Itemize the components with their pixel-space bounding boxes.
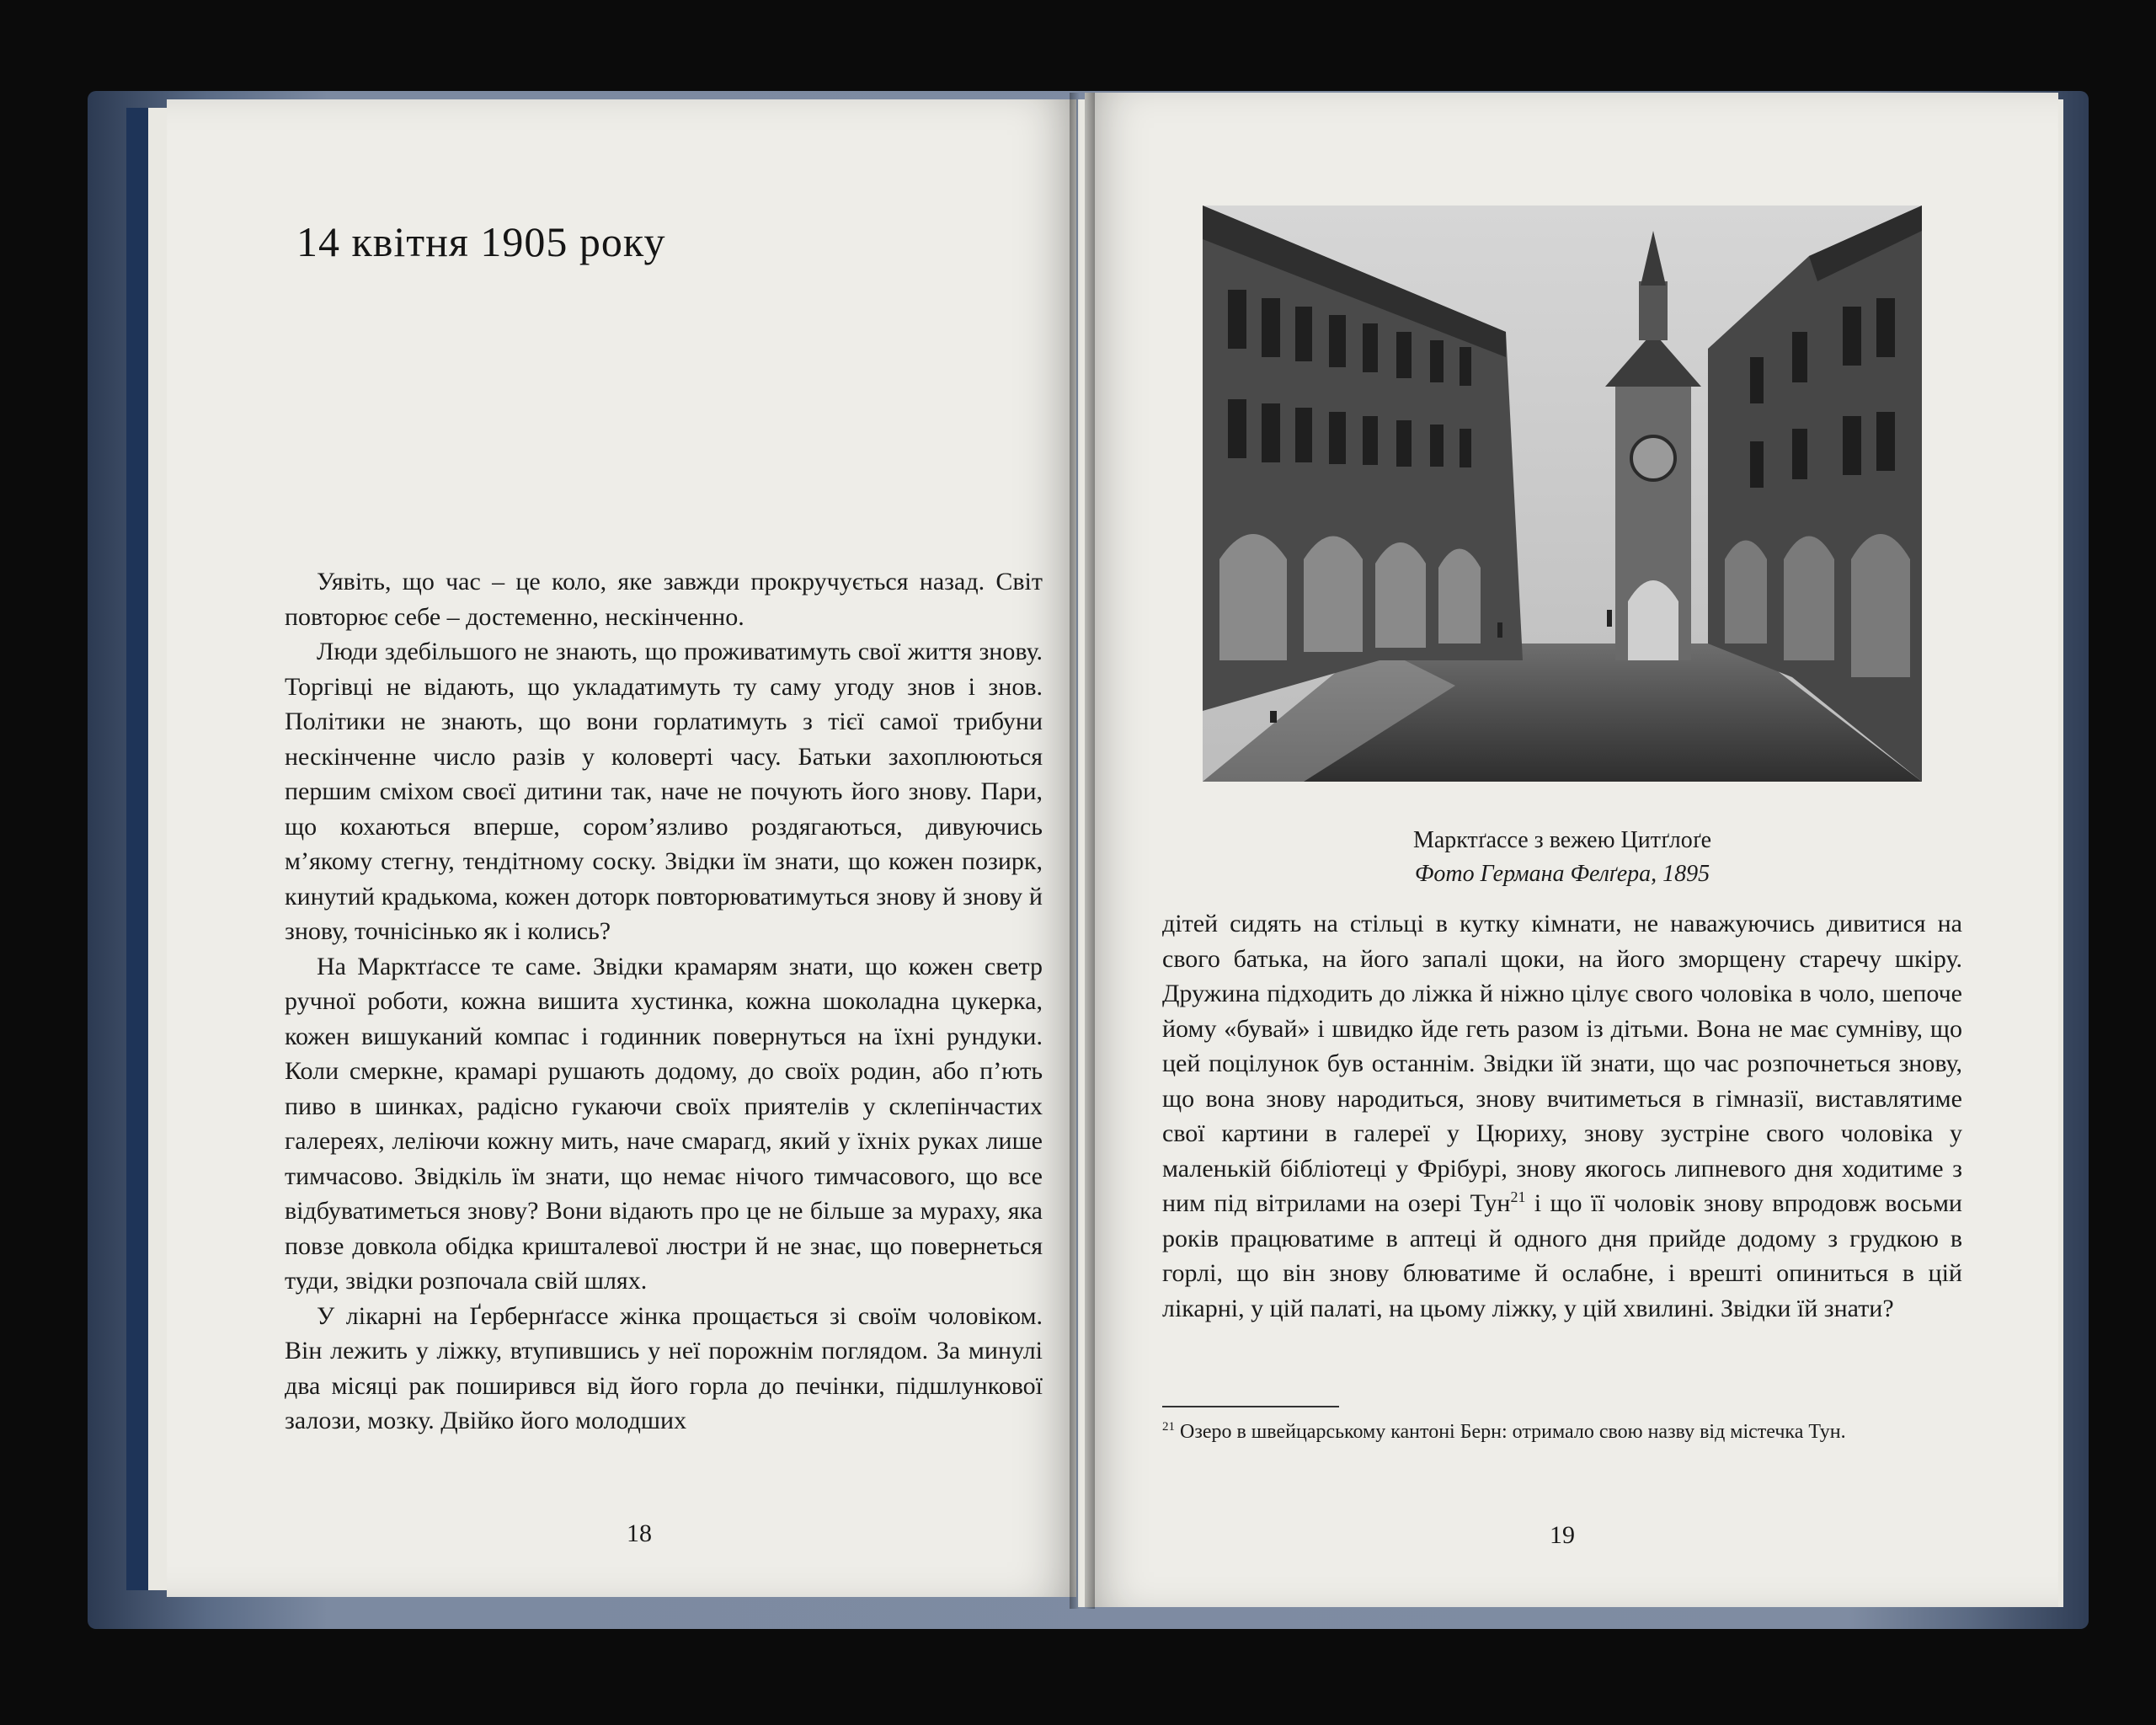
right-page-text	[1162, 906, 1962, 1326]
photo-credit: Фото Германа Фелґера, 1895	[1414, 861, 1710, 887]
paragraph: Уявіть, що час – це коло, яке завжди прокручується назад. Світ повторює себе – достеменно, нескінченно.	[285, 568, 1043, 631]
paragraph: У лікарні на Ґербернґассе жінка прощається зі своїм чоловіком. Він лежить у ліжку, втупившись у неї порожнім поглядом. За минулі два місяці рак поширився від його горла до печінки, підшлункової залози, мозку. Двійко його молодших	[285, 1301, 1043, 1434]
page-number-left: 18	[627, 1519, 652, 1547]
footnote-text: Озеро в швейцарському кантоні Берн: отримало свою назву від містечка Тун.	[1180, 1421, 1846, 1443]
chapter-title: 14 квітня 1905 року	[296, 218, 666, 265]
footnote-divider	[1162, 1406, 1339, 1407]
book-gutter	[1070, 93, 1095, 1609]
photo-caption-block	[1203, 824, 1922, 891]
left-page-text	[285, 564, 1043, 1439]
paragraph: На Марктґассе те саме. Звідки крамарям знати, що кожен светр ручної роботи, кожна вишита хустинка, кожна шоколадна цукерка, кожен вишуканий компас і годинник повернуться на їхні рундуки. Коли смеркне, крамарі рушають додому, до своїх родин, або п’ють пиво в шинках, радісно гукаючи своїх приятелів у склепінчастих галереях, леліючи кожну мить, наче смарагд, який у їхніх руках лише тимчасово. Звідкіль їм знати, що немає нічого тимчасового, що все відбуватиметься знову? Вони відають про це не більше за мураху, яка повзе довкола обідка кришталевої люстри й не знає, що повернеться туди, звідки розпочала свій шлях.	[285, 952, 1043, 1295]
street-photo	[1203, 206, 1922, 782]
text-segment: і що її чоловік знову впродовж восьми років працюватиме в аптеці й одного дня прийде додому з грудкою в горлі, що він знову блюватиме й ослабне, і врешті опиниться в цій лікарні, у цій палаті, на цьому ліжку, у цій хвилині. Звідки їй знати?	[1162, 1189, 1962, 1322]
page-number-right: 19	[1550, 1521, 1575, 1549]
photo-illustration	[1203, 206, 1922, 782]
footnote-reference: 21	[1510, 1188, 1526, 1205]
photo-caption: Марктґассе з вежею Цитґлоґе	[1412, 827, 1712, 853]
text-segment: дітей сидять на стільці в кутку кімнати, не наважуючись дивитися на свого батька, на його запалі щоки, на його зморщену старечу шкіру. Дружина підходить до ліжка й ніжно цілує свого чоловіка в чоло, шепоче йому «бувай» і швидко йде геть разом із дітьми. Вона не має сумніву, що цей поцілунок був останнім. Звідки їй знати, що час розпочнеться знову, що вона знову народиться, знову вчитиметься в гімназії, виставлятиме свої картини в галереї у Цюриху, знову зустріне свого чоловіка у маленькій бібліотеці у Фрібурі, знову якогось липневого дня ходитиме з ним під вітрилами на озері Тун	[1162, 910, 1962, 1217]
footnote	[1162, 1417, 1962, 1447]
footnote-marker: 21	[1162, 1420, 1175, 1434]
paragraph	[1162, 906, 1962, 1326]
paragraph: Люди здебільшого не знають, що проживатимуть свої життя знову. Торгівці не відають, що укладатимуть ту саму угоду знов і знов. Політики не знають, що вони горлатимуть з тієї самої трибуни нескінченне число разів у коловерті часу. Батьки захоплюються першим сміхом своєї дитини так, наче не почують його знову. Пари, що кохаються вперше, сором’язливо роздягаються, дивуючись м’якому стегну, тендітному соску. Звідки їм знати, що кожен позирк, кинутий крадькома, кожен доторк повторюватимуться знову й знову й знову, точнісінько як і колись?	[285, 638, 1043, 945]
